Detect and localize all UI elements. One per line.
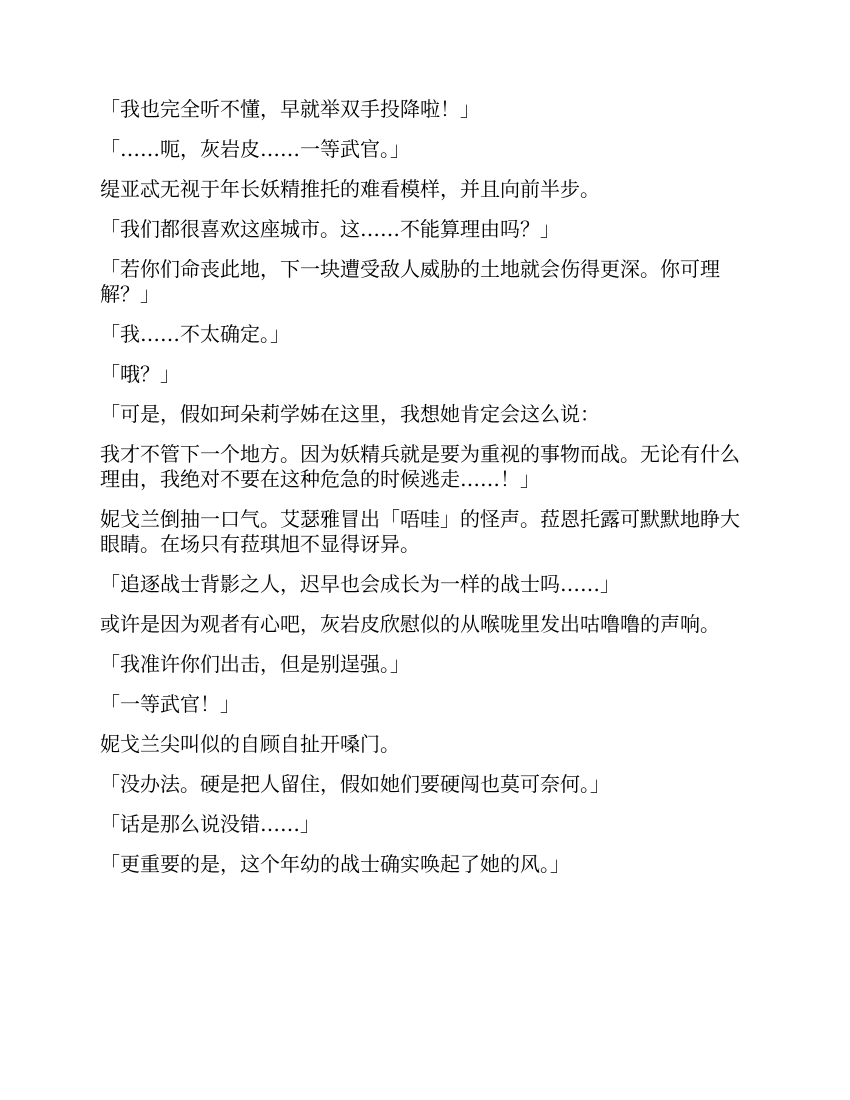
paragraph: 「我也完全听不懂，早就举双手投降啦！」 (100, 97, 480, 121)
document-body (100, 97, 750, 892)
paragraph: 妮戈兰倒抽一口气。艾瑟雅冒出「唔哇」的怪声。菈恩托露可默默地睁大眼睛。在场只有菈琪旭不显得讶异。 (100, 507, 740, 556)
paragraph: 「一等武官！」 (100, 692, 240, 716)
paragraph: 「我们都很喜欢这座城市。这……不能算理由吗？」 (100, 217, 560, 241)
paragraph: 「哦？」 (100, 362, 180, 386)
paragraph: 「可是，假如珂朵莉学姊在这里，我想她肯定会这么说： (100, 402, 600, 426)
paragraph: 缇亚忒无视于年长妖精推托的难看模样，并且向前半步。 (100, 177, 600, 201)
paragraph: 或许是因为观者有心吧，灰岩皮欣慰似的从喉咙里发出咕噜噜的声响。 (100, 612, 720, 636)
paragraph: 「……呃，灰岩皮……一等武官。」 (100, 137, 410, 161)
paragraph: 「没办法。硬是把人留住，假如她们要硬闯也莫可奈何。」 (100, 772, 610, 796)
paragraph: 「追逐战士背影之人，迟早也会成长为一样的战士吗……」 (100, 572, 620, 596)
paragraph: 「更重要的是，这个年幼的战士确实唤起了她的风。」 (100, 852, 570, 876)
paragraph: 「若你们命丧此地，下一块遭受敌人威胁的土地就会伤得更深。你可理解？」 (100, 257, 720, 306)
paragraph: 「我准许你们出击，但是别逞强。」 (100, 652, 410, 676)
paragraph: 「我……不太确定。」 (100, 322, 290, 346)
paragraph: 妮戈兰尖叫似的自顾自扯开嗓门。 (100, 732, 400, 756)
paragraph: 「话是那么说没错……」 (100, 812, 320, 836)
paragraph: 我才不管下一个地方。因为妖精兵就是要为重视的事物而战。无论有什么理由，我绝对不要在这种危急的时候逃走……！」 (100, 442, 740, 491)
